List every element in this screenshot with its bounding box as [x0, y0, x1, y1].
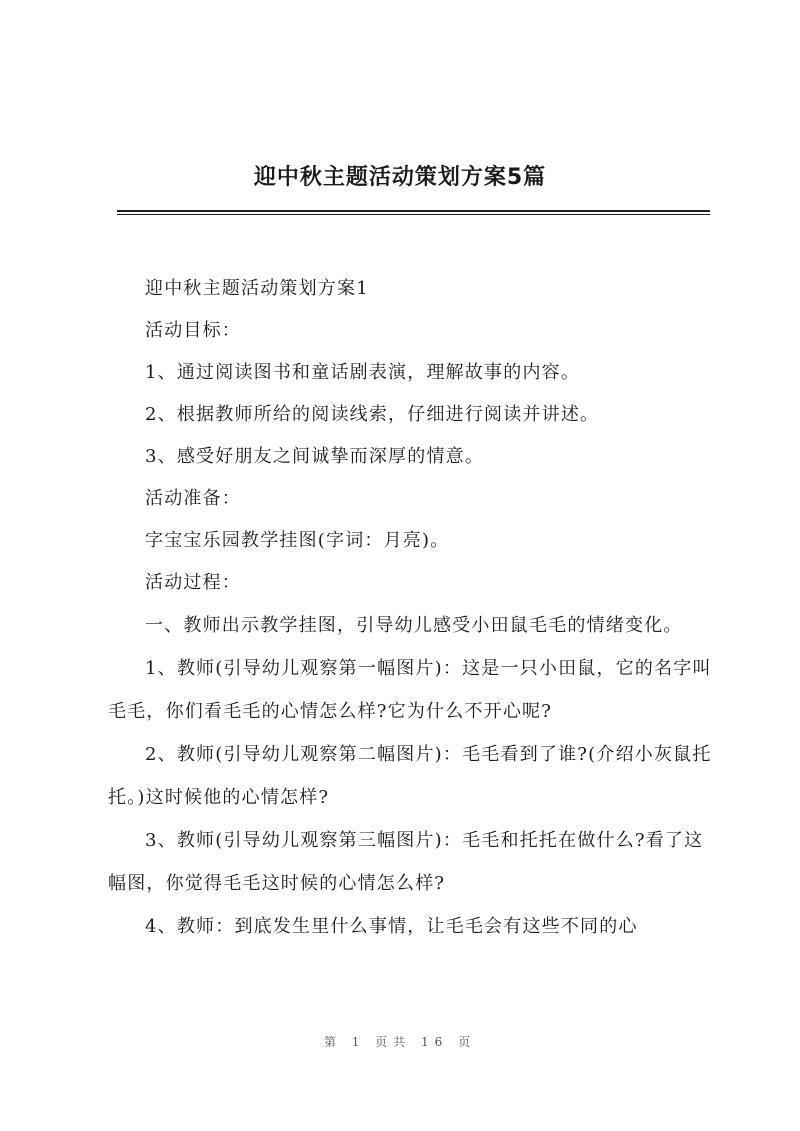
- paragraph-section-heading: 迎中秋主题活动策划方案1: [145, 278, 369, 299]
- paragraph-step-1: 1、教师(引导幼儿观察第一幅图片)：这是一只小田鼠，它的名字叫毛毛，你们看毛毛的心情怎么样?它为什么不开心呢?: [108, 658, 712, 722]
- paragraph-objective-1: 1、通过阅读图书和童话剧表演，理解故事的内容。: [145, 362, 581, 383]
- paragraph-step-one: 一、教师出示教学挂图，引导幼儿感受小田鼠毛毛的情绪变化。: [145, 615, 683, 636]
- title-underline: [117, 210, 710, 212]
- document-body: [108, 268, 712, 948]
- paragraph-process-heading: 活动过程：: [145, 572, 241, 593]
- paragraph-step-3: 3、教师(引导幼儿观察第三幅图片)：毛毛和托托在做什么?看了这幅图，你觉得毛毛这时候的心情怎么样?: [108, 830, 704, 894]
- paragraph-step-2: 2、教师(引导幼儿观察第二幅图片)：毛毛看到了谁?(介绍小灰鼠托托。)这时候他的心情怎样?: [108, 744, 712, 808]
- paragraph-preparation: 字宝宝乐园教学挂图(字词：月亮)。: [145, 530, 450, 551]
- title-underline-thin: [117, 214, 710, 215]
- paragraph-preparation-heading: 活动准备：: [145, 488, 241, 509]
- document-title: 迎中秋主题活动策划方案5篇: [253, 165, 547, 190]
- paragraph-objectives-heading: 活动目标：: [145, 320, 241, 341]
- paragraph-objective-2: 2、根据教师所给的阅读线索，仔细进行阅读并讲述。: [145, 404, 600, 425]
- paragraph-step-4: 4、教师：到底发生里什么事情，让毛毛会有这些不同的心: [145, 916, 638, 937]
- paragraph-objective-3: 3、感受好朋友之间诚挚而深厚的情意。: [145, 446, 485, 467]
- page-footer: 第 1 页共 16 页: [323, 1035, 477, 1049]
